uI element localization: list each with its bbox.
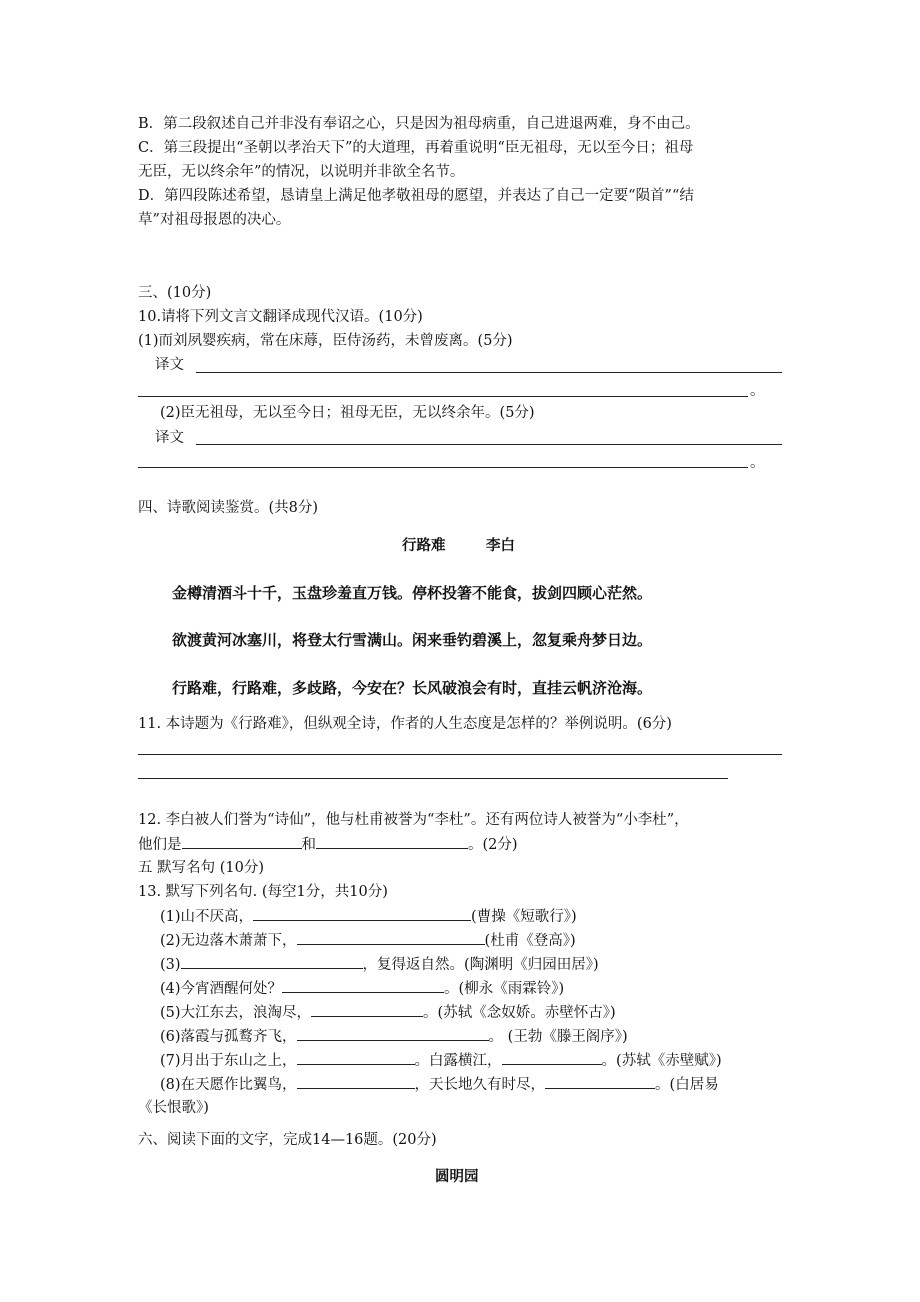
recite-item-1: (1)山不厌高， (曹操《短歌行》) [160,906,577,927]
translation-label-2: 译文 [155,430,184,446]
section-6-title: 六、阅读下面的文字，完成14—16题。(20分) [138,1132,437,1148]
question-11: 11. 本诗题为《行路难》，但纵观全诗，作者的人生态度是怎样的？举例说明。(6分) [138,716,672,732]
q12-suffix: 。(2分) [468,837,518,853]
answer-blank[interactable] [182,834,302,849]
option-c-line1: C．第三段提出“圣朝以孝治天下”的大道理，再着重说明“臣无祖母，无以至今日；祖母 [138,140,694,156]
recite-item-5: (5)大江东去，浪淘尽， 。(苏轼《念奴娇。赤壁怀古》) [160,1002,616,1023]
period-1: 。 [750,383,765,399]
answer-blank[interactable] [297,1074,415,1089]
answer-blank[interactable] [316,834,468,849]
question-10-part-1: (1)而刘夙婴疾病，常在床蓐，臣侍汤药，未曾废离。(5分) [138,333,513,349]
recite-item-2: (2)无边落木萧萧下， (杜甫《登高》) [160,930,576,951]
question-12-line1: 12. 李白被人们誉为“诗仙”，他与杜甫被誉为“李杜”。还有两位诗人被誉为“小李杜”， [138,812,689,828]
period-2: 。 [750,455,765,471]
option-c-line2: 无臣，无以终余年”的情况，以说明并非欲全名节。 [138,164,465,180]
q12-and: 和 [301,837,316,853]
recite-item-7: (7)月出于东山之上， 。白露横江， 。(苏轼《赤壁赋》) [160,1050,722,1071]
recite-item-6: (6)落霞与孤鹜齐飞， 。 (王勃《滕王阁序》) [160,1026,628,1047]
answer-blank[interactable] [181,954,363,969]
answer-line[interactable] [138,467,748,468]
section-3-title: 三、(10分) [138,285,212,301]
answer-blank[interactable] [297,1026,489,1041]
poem-author: 李白 [486,538,515,554]
option-b: B．第二段叙述自己并非没有奉诏之心，只是因为祖母病重，自己进退两难，身不由己。 [138,116,700,132]
recite-item-8: (8)在天愿作比翼鸟， ，天长地久有时尽， 。(白居易 [160,1074,719,1095]
section-5-title: 五 默写名句 (10分) [138,860,264,876]
answer-line[interactable] [196,444,782,445]
answer-line[interactable] [196,372,782,373]
answer-blank[interactable] [297,930,485,945]
answer-blank[interactable] [282,978,444,993]
option-d-line1: D．第四段陈述希望，恳请皇上满足他孝敬祖母的愿望，并表达了自己一定要“陨首”“结 [138,188,694,204]
recite-item-8-source: 《长恨歌》) [138,1100,209,1116]
question-10: 10.请将下列文言文翻译成现代汉语。(10分) [138,309,423,325]
poem-line-1: 金樽清酒斗十千，玉盘珍羞直万钱。停杯投箸不能食，拔剑四顾心茫然。 [172,584,653,602]
answer-blank[interactable] [311,1002,423,1017]
answer-line[interactable] [138,396,748,397]
q12-prefix: 他们是 [138,837,182,853]
question-13: 13. 默写下列名句. (每空1分，共10分) [138,884,388,900]
option-d-line2: 草”对祖母报恩的决心。 [138,212,291,228]
translation-label-1: 译文 [155,357,184,373]
answer-blank[interactable] [545,1074,655,1089]
poem-title: 行路难 [402,538,446,554]
section-4-title: 四、诗歌阅读鉴赏。(共8分) [138,500,319,516]
answer-line[interactable] [138,754,782,755]
poem-line-3: 行路难，行路难，多歧路，今安在？长风破浪会有时，直挂云帆济沧海。 [172,679,653,697]
question-12-line2 [138,834,518,855]
recite-item-3: (3) ，复得返自然。(陶渊明《归园田居》) [160,954,599,975]
poem-line-2: 欲渡黄河冰塞川，将登太行雪满山。闲来垂钓碧溪上，忽复乘舟梦日边。 [172,631,653,649]
answer-line[interactable] [138,778,728,779]
answer-blank[interactable] [253,906,471,921]
question-10-part-2: (2)臣无祖母，无以至今日；祖母无臣，无以终余年。(5分) [160,405,535,421]
answer-blank[interactable] [502,1050,602,1065]
answer-blank[interactable] [297,1050,415,1065]
passage-heading: 圆明园 [435,1169,479,1185]
recite-item-4: (4)今宵酒醒何处？ 。(柳永《雨霖铃》) [160,978,564,999]
